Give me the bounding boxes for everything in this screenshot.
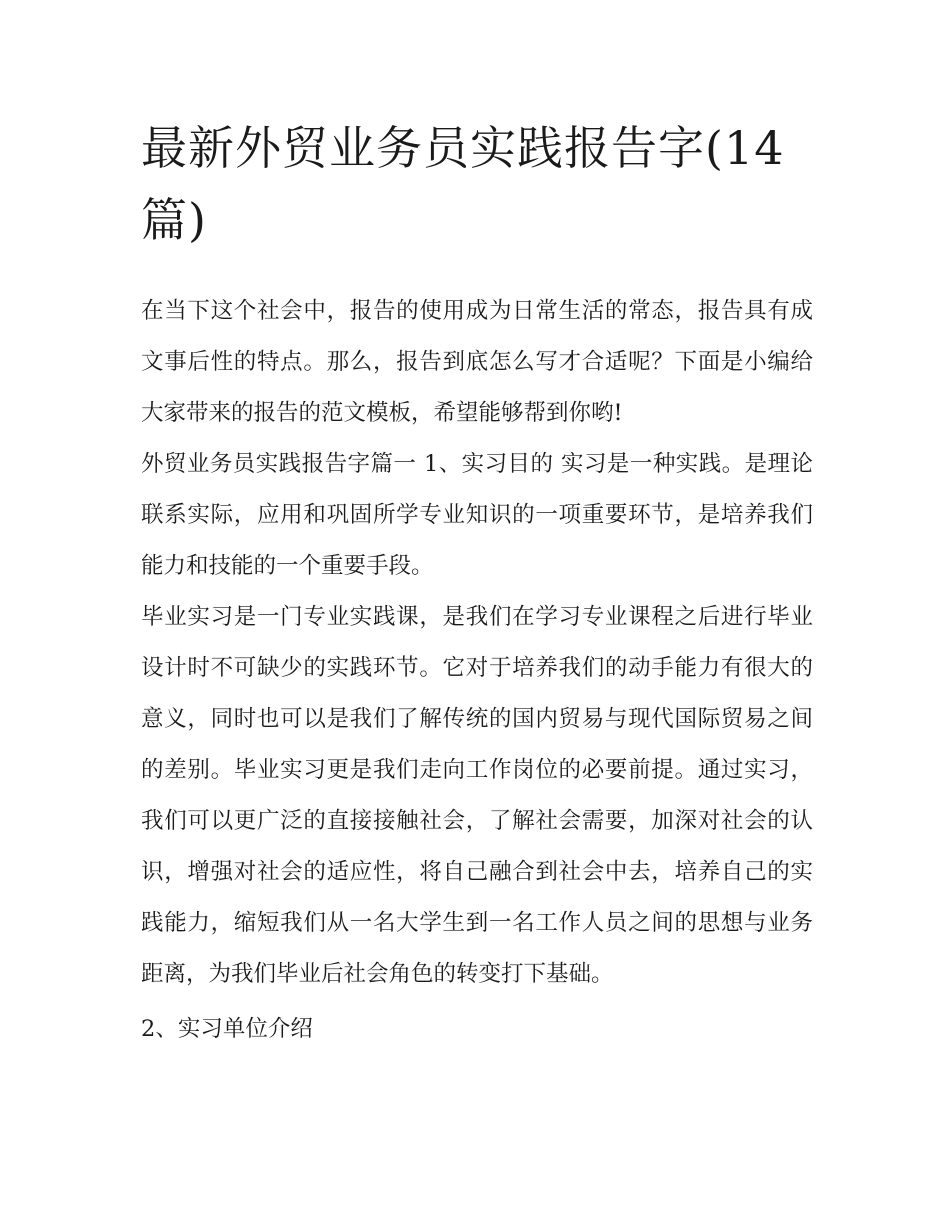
intro-paragraph: 在当下这个社会中，报告的使用成为日常生活的常态，报告具有成文事后性的特点。那么，报告到底怎么写才合适呢？下面是小编给大家带来的报告的范文模板，希望能够帮到你哟! — [141, 298, 813, 426]
body-paragraph-internship: 毕业实习是一门专业实践课，是我们在学习专业课程之后进行毕业设计时不可缺少的实践环节。它对于培养我们的动手能力有很大的意义，同时也可以是我们了解传统的国内贸易与现代国际贸易之间的差别。毕业实习更是我们走向工作岗位的必要前提。通过实习，我们可以更广泛的直接接触社会，了解社会需要，加深对社会的认识，增强对社会的适应性，将自己融合到社会中去，培养自己的实践能力，缩短我们从一名大学生到一名工作人员之间的思想与业务距离，为我们毕业后社会角色的转变打下基础。 — [141, 604, 813, 987]
section-heading-unit-intro: 2、实习单位介绍 — [141, 1016, 313, 1042]
document-page — [141, 112, 813, 1055]
body-paragraph-purpose: 外贸业务员实践报告字篇一 1、实习目的 实习是一种实践。是理论联系实际，应用和巩固所学专业知识的一项重要环节，是培养我们能力和技能的一个重要手段。 — [141, 451, 813, 579]
document-title: 最新外贸业务员实践报告字(14篇) — [141, 121, 785, 247]
